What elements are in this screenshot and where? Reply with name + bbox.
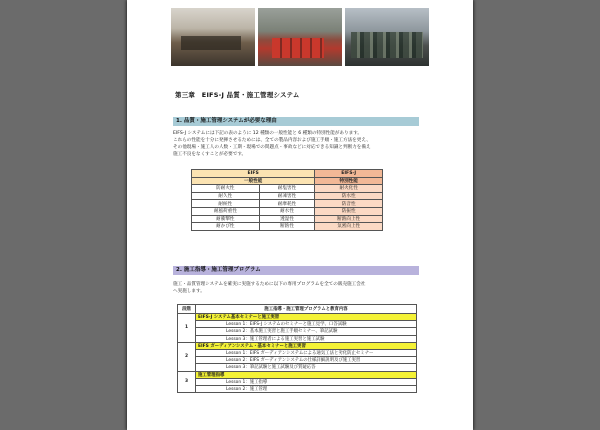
table-row: [178, 371, 417, 378]
table-row: [178, 349, 417, 356]
table-row: [178, 342, 417, 349]
materials-photo: [258, 8, 342, 66]
stage-title: 施工管理指導: [196, 371, 417, 378]
lesson-item: Lesson 3：施工管理者による施工実習と施工試験: [196, 335, 417, 342]
table-row: [178, 364, 417, 371]
section-heading: 2. 施工指導・施工管理プログラム: [173, 266, 419, 275]
table-row: [178, 314, 417, 321]
stage-title: EIFS ガーディアンシステム・基本セミナーと施工実習: [196, 342, 417, 349]
section-paragraph: 施工・品質管理システムを確実に実施するために以下の専用プログラムを全ての販売施工会社 へ実施します。: [173, 282, 366, 294]
table-row: 耐かび性 断熱性 気密向上性: [192, 223, 383, 231]
table-row: [178, 385, 417, 392]
lesson-item: Lesson 2：施工管理: [196, 385, 417, 392]
table-row: 耐衝撃性 透湿性 断熱向上性: [192, 215, 383, 223]
lesson-item: Lesson 1：施工指導: [196, 378, 417, 385]
table-row: 耐候性 耐摩耗性 防音性: [192, 200, 383, 208]
stage-title: EIFS-J システム基本セミナーと施工実習: [196, 314, 417, 321]
group-photo: [345, 8, 429, 66]
table-row: [178, 321, 417, 328]
lesson-item: Lesson 1：EIFS ガーディアンシステムによる通気工法と劣化防止セミナー: [196, 349, 417, 356]
table-row: [178, 328, 417, 335]
table-header: 段階: [178, 305, 196, 314]
lesson-item: Lesson 2：EIFS ガーディアンシステムの仕様詳細説明及び施工実習: [196, 357, 417, 364]
table-row: [178, 335, 417, 342]
stage-number: 2: [178, 342, 196, 371]
table-header: 特別性能: [315, 177, 383, 185]
performance-table: [191, 169, 383, 231]
seminar-photo: [171, 8, 255, 66]
table-row: 耐風荷重性 耐水性 防振性: [192, 207, 383, 215]
chapter-title: 第三章 EIFS-J 品質・施工管理システム: [175, 91, 300, 99]
table-row: [178, 357, 417, 364]
section-heading: 1. 品質・施工管理システムが必要な理由: [173, 117, 419, 126]
lesson-item: Lesson 1：EIFS-J システムのセミナーと施工見学、口答試験: [196, 321, 417, 328]
program-table: [177, 304, 417, 393]
lesson-item: Lesson 3：筆記試験と施工試験及び質疑応答: [196, 364, 417, 371]
table-row: [178, 378, 417, 385]
stage-number: 3: [178, 371, 196, 393]
stage-number: 1: [178, 314, 196, 343]
table-row: 防耐火性 耐塩害性 耐火化性: [192, 185, 383, 193]
table-header: EIFS: [192, 170, 315, 178]
photo-strip: [171, 8, 429, 66]
table-row: 耐久性 耐凍害性 防水性: [192, 192, 383, 200]
table-header: 施工指導・施工管理プログラムと教育内容: [196, 305, 417, 314]
document-page: [127, 0, 473, 430]
table-header: 一般性能: [192, 177, 315, 185]
section-paragraph: EIFS-J システムには下記の表のように 12 種類の一般性能と 6 種類の特別性能があります。 これらの性能を十分に発揮させるためには、全ての製品内容および施工手順・施工方法を更え、 その他現場・施工人の人数・工期・現場での問題点・事故などに対応できる知識と判断力を備え 施工不良をなくすことが必要です。: [173, 131, 371, 157]
table-header: EIFS-J: [315, 170, 383, 178]
lesson-item: Lesson 2：基本施工実習と施工手順セミナー、筆記試験: [196, 328, 417, 335]
